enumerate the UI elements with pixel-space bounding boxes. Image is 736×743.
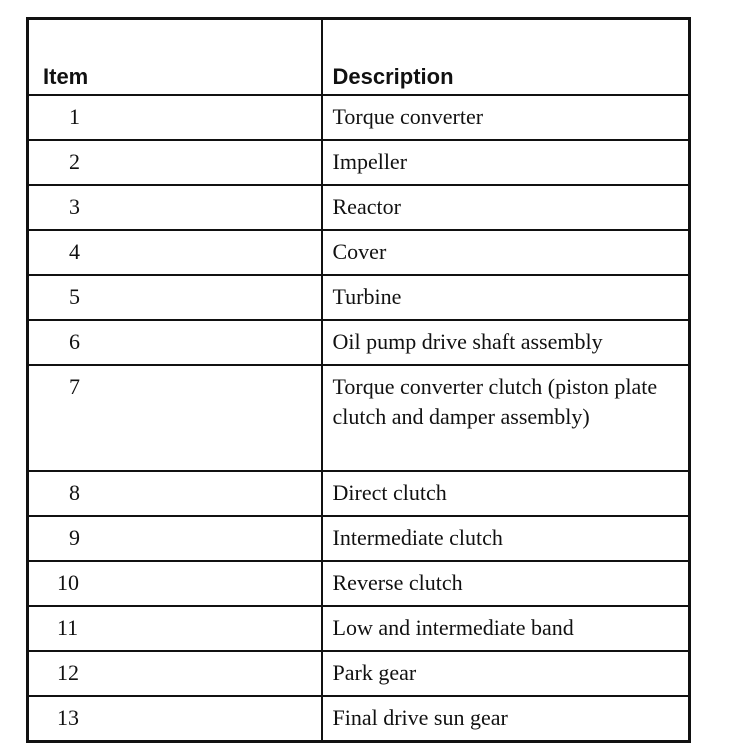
item-description: Park gear bbox=[322, 651, 690, 696]
item-description: Impeller bbox=[322, 140, 690, 185]
item-description: Cover bbox=[322, 230, 690, 275]
parts-table bbox=[26, 17, 691, 743]
table-row bbox=[28, 651, 690, 696]
table-row bbox=[28, 185, 690, 230]
item-number: 7 bbox=[28, 365, 322, 471]
item-number: 10 bbox=[28, 561, 322, 606]
item-number: 9 bbox=[28, 516, 322, 561]
table-row bbox=[28, 275, 690, 320]
item-number: 8 bbox=[28, 471, 322, 516]
item-number: 6 bbox=[28, 320, 322, 365]
item-description: Intermediate clutch bbox=[322, 516, 690, 561]
table-row bbox=[28, 365, 690, 471]
item-description: Low and intermediate band bbox=[322, 606, 690, 651]
item-number: 13 bbox=[28, 696, 322, 742]
column-header-description: Description bbox=[322, 19, 690, 96]
table-row bbox=[28, 320, 690, 365]
item-number: 5 bbox=[28, 275, 322, 320]
table-row bbox=[28, 230, 690, 275]
item-number: 4 bbox=[28, 230, 322, 275]
table-row bbox=[28, 471, 690, 516]
table-row bbox=[28, 606, 690, 651]
item-description: Reverse clutch bbox=[322, 561, 690, 606]
item-description: Torque converter clutch (piston plate clutch and damper assembly) bbox=[322, 365, 690, 471]
item-number: 1 bbox=[28, 95, 322, 140]
table-row bbox=[28, 140, 690, 185]
item-number: 2 bbox=[28, 140, 322, 185]
column-header-item: Item bbox=[28, 19, 322, 96]
table-row bbox=[28, 95, 690, 140]
item-description: Final drive sun gear bbox=[322, 696, 690, 742]
item-number: 3 bbox=[28, 185, 322, 230]
table-row bbox=[28, 561, 690, 606]
item-description: Torque converter bbox=[322, 95, 690, 140]
item-number: 12 bbox=[28, 651, 322, 696]
item-description: Turbine bbox=[322, 275, 690, 320]
item-description: Direct clutch bbox=[322, 471, 690, 516]
item-description: Oil pump drive shaft assembly bbox=[322, 320, 690, 365]
table-row bbox=[28, 516, 690, 561]
item-description: Reactor bbox=[322, 185, 690, 230]
table-header-row bbox=[28, 19, 690, 96]
item-number: 11 bbox=[28, 606, 322, 651]
table-row bbox=[28, 696, 690, 742]
